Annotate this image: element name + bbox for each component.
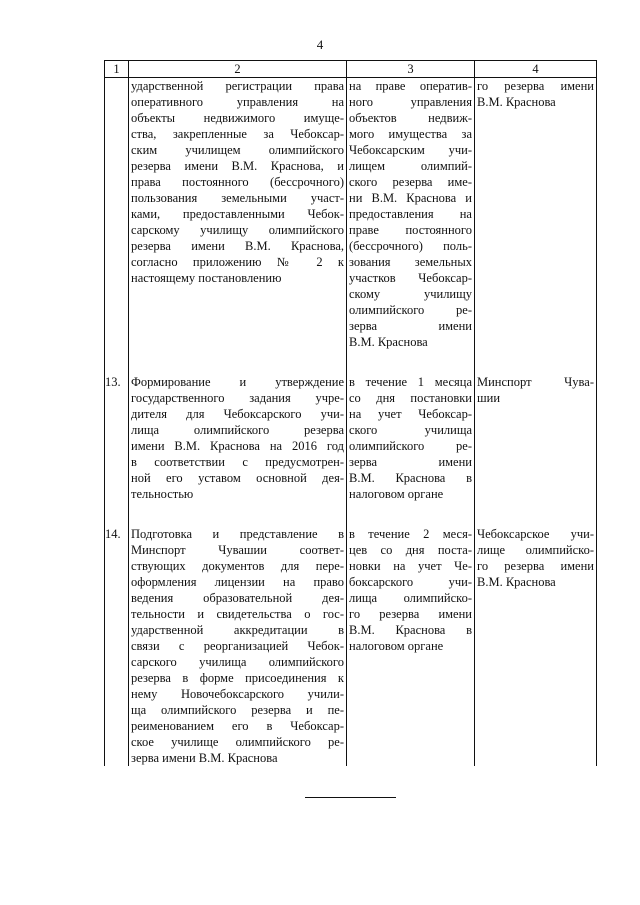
text-line: ского резерва име- xyxy=(349,175,472,189)
text-line: (бессрочного) поль- xyxy=(349,239,472,253)
deadline xyxy=(347,374,475,526)
text-line: В.М. Краснова xyxy=(477,95,556,109)
text-line: Подготовка и представление в xyxy=(131,527,344,541)
text-line: зования земельных xyxy=(349,255,472,269)
text-line: ками, предоставленными Чебок- xyxy=(131,207,344,221)
text-line: нему Новочебоксарского учили- xyxy=(131,687,344,701)
text-line: новки на учет Че- xyxy=(349,559,472,573)
text-line: ного управления xyxy=(349,95,472,109)
text-line: дителя для Чебоксарского учи- xyxy=(131,407,344,421)
text-line: В.М. Краснова xyxy=(349,335,428,349)
text-line: ща олимпийского резерва и пе- xyxy=(131,703,344,717)
text-line: Минспорт Чува- xyxy=(477,375,594,389)
text-line: ским училищем олимпийского xyxy=(131,143,344,157)
text-line: на учет Чебоксар- xyxy=(349,407,472,421)
text-line: олимпийского ре- xyxy=(349,439,472,453)
text-line: боксарского учи- xyxy=(349,575,472,589)
text-line: В.М. Краснова xyxy=(477,575,556,589)
text-line: лищем олимпий- xyxy=(349,159,472,173)
text-line: в течение 2 меся- xyxy=(349,527,472,541)
column-header-1: 1 xyxy=(105,61,129,78)
text-line: предоставления на xyxy=(349,207,472,221)
text-line: ной его уставом основной дея- xyxy=(131,471,344,485)
text-line: тельности и свидетельства о гос- xyxy=(131,607,344,621)
text-line: цев со дня поста- xyxy=(349,543,472,557)
text-line: резерва имени В.М. Краснова, и xyxy=(131,159,344,173)
text-line: В.М. Краснова в xyxy=(349,623,472,637)
text-line: лища олимпийского резерва xyxy=(131,423,344,437)
text-line: сарского училища олимпийского xyxy=(131,655,344,669)
text-line: ведения образовательной дея- xyxy=(131,591,344,605)
text-line: зерва имени xyxy=(349,319,472,333)
text-line: реименованием его в Чебоксар- xyxy=(131,719,344,733)
table-row xyxy=(105,526,597,766)
table-header-row xyxy=(105,61,597,78)
deadline xyxy=(347,78,475,375)
table-row xyxy=(105,374,597,526)
text-line: со дня постановки xyxy=(349,391,472,405)
text-line: налоговом органе xyxy=(349,487,444,501)
text-line: го резерва имени xyxy=(349,607,472,621)
text-line: резерва в форме присоединения к xyxy=(131,671,344,685)
text-line: Формирование и утверждение xyxy=(131,375,344,389)
responsible-party xyxy=(475,374,597,526)
row-number xyxy=(105,78,129,375)
text-line: тельностью xyxy=(131,487,194,501)
text-line: ское училище олимпийского ре- xyxy=(131,735,344,749)
text-line: мого имущества за xyxy=(349,127,472,141)
text-line: оформления лицензии на право xyxy=(131,575,344,589)
text-line: пользования земельными участ- xyxy=(131,191,344,205)
text-line: резерва имени В.М. Краснова, xyxy=(131,239,344,253)
text-line: В.М. Краснова в xyxy=(349,471,472,485)
text-line: объектов недвиж- xyxy=(349,111,472,125)
text-line: ударственной регистрации права xyxy=(131,79,344,93)
text-line: праве постоянного xyxy=(349,223,472,237)
row-number: 13. xyxy=(105,374,129,526)
text-line: зерва имени xyxy=(349,455,472,469)
row-number: 14. xyxy=(105,526,129,766)
responsible-party xyxy=(475,78,597,375)
text-line: шии xyxy=(477,391,501,405)
measures-table xyxy=(104,60,597,766)
text-line: имени В.М. Краснова на 2016 год xyxy=(131,439,344,453)
text-line: связи с реорганизацией Чебок- xyxy=(131,639,344,653)
text-line: ского училища xyxy=(349,423,472,437)
measure-description xyxy=(129,526,347,766)
responsible-party xyxy=(475,526,597,766)
table-row xyxy=(105,78,597,375)
text-line: участков Чебоксар- xyxy=(349,271,472,285)
measure-description xyxy=(129,78,347,375)
measure-description xyxy=(129,374,347,526)
text-line: лища олимпийско- xyxy=(349,591,472,605)
text-line: скому училищу xyxy=(349,287,472,301)
text-line: го резерва имени xyxy=(477,79,594,93)
table-body xyxy=(105,78,597,767)
text-line: права постоянного (бессрочного) xyxy=(131,175,344,189)
column-header-2: 2 xyxy=(129,61,347,78)
end-of-document-rule xyxy=(305,797,396,798)
text-line: настоящему постановлению xyxy=(131,271,282,285)
text-line: в течение 1 месяца xyxy=(349,375,472,389)
text-line: государственного задания учре- xyxy=(131,391,344,405)
text-line: олимпийского ре- xyxy=(349,303,472,317)
text-line: ства, закрепленные за Чебоксар- xyxy=(131,127,344,141)
text-line: согласно приложению № 2 к xyxy=(131,255,344,269)
text-line: лище олимпийско- xyxy=(477,543,594,557)
text-line: в соответствии с предусмотрен- xyxy=(131,455,344,469)
text-line: объекты недвижимого имуще- xyxy=(131,111,344,125)
text-line: Чебоксарским учи- xyxy=(349,143,472,157)
deadline xyxy=(347,526,475,766)
text-line: го резерва имени xyxy=(477,559,594,573)
text-line: налоговом органе xyxy=(349,639,444,653)
column-header-3: 3 xyxy=(347,61,475,78)
text-line: оперативного управления на xyxy=(131,95,344,109)
text-line: ствующих документов для пере- xyxy=(131,559,344,573)
text-line: Минспорт Чувашии соответ- xyxy=(131,543,344,557)
column-header-4: 4 xyxy=(475,61,597,78)
text-line: на праве оператив- xyxy=(349,79,472,93)
page-number: 4 xyxy=(316,37,324,52)
text-line: зерва имени В.М. Краснова xyxy=(131,751,278,765)
text-line: ни В.М. Краснова и xyxy=(349,191,472,205)
text-line: Чебоксарское учи- xyxy=(477,527,594,541)
text-line: сарскому училищу олимпийского xyxy=(131,223,344,237)
text-line: ударственной аккредитации в xyxy=(131,623,344,637)
